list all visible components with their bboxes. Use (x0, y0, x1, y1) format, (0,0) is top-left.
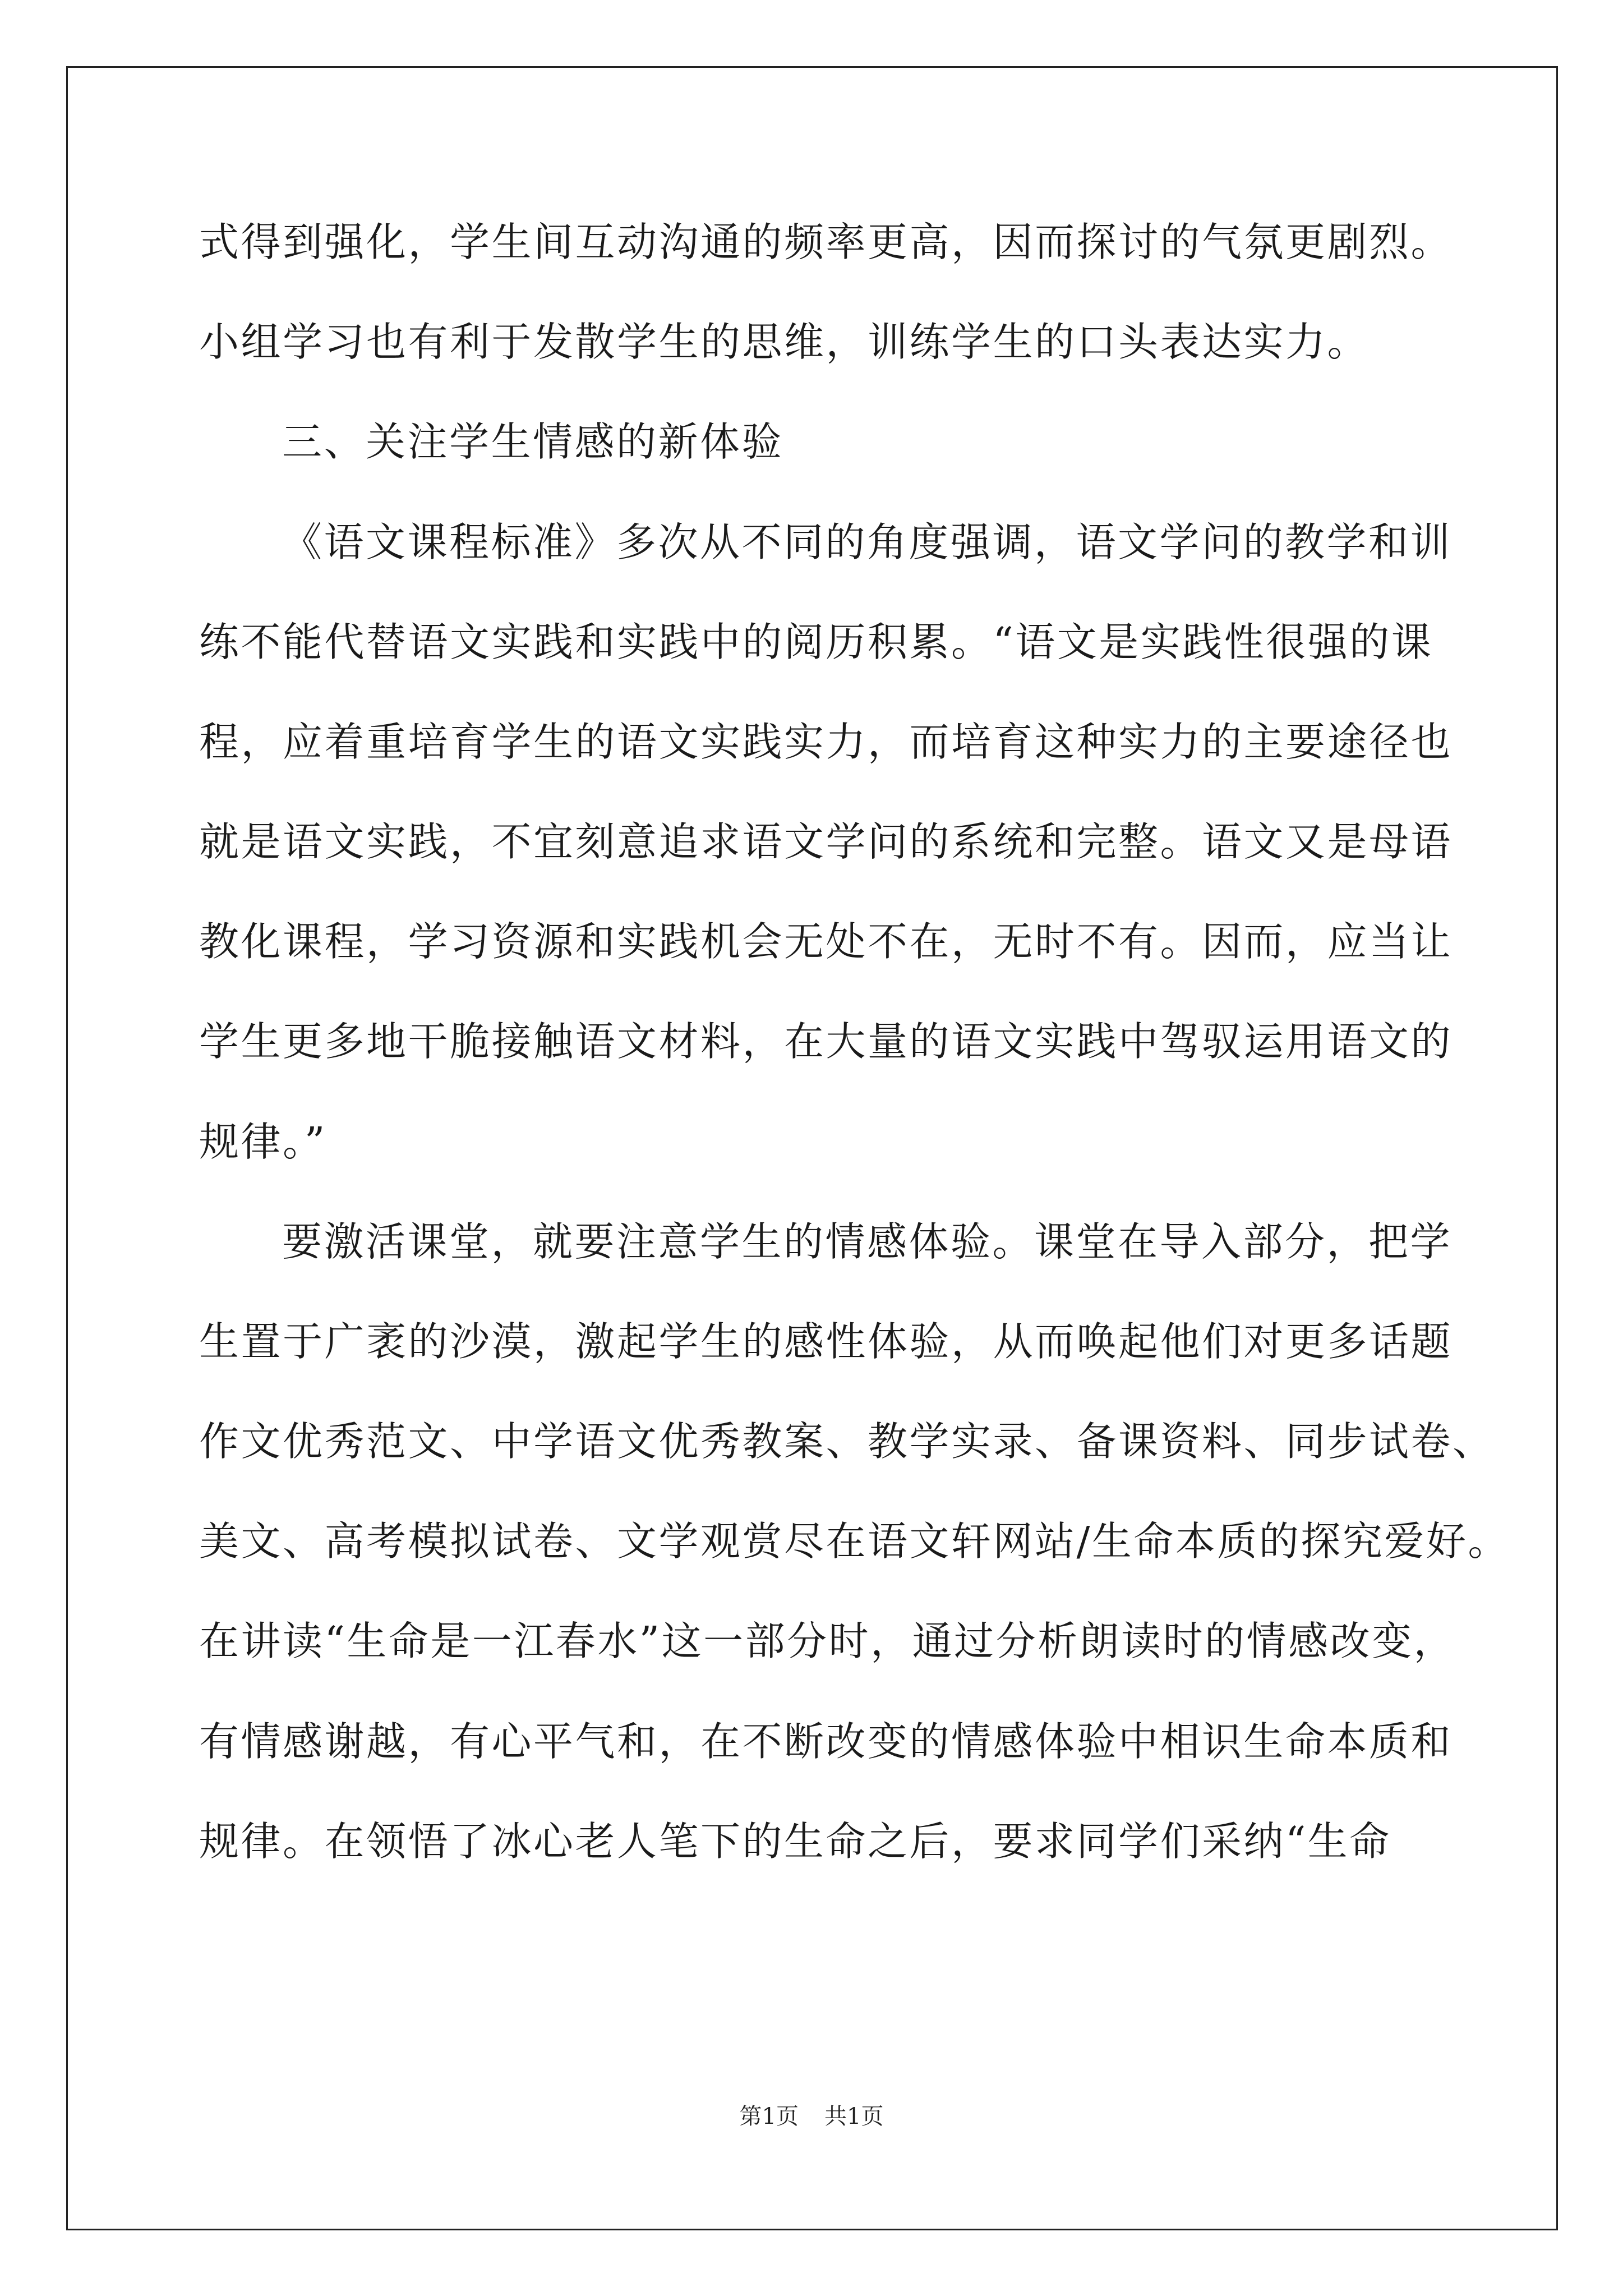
text-line: 在讲读“生命是一江春水”这一部分时，通过分析朗读时的情感改变， (199, 1618, 1456, 1664)
text-line: 作文优秀范文、中学语文优秀教案、教学实录、备课资料、同步试卷、 (199, 1418, 1495, 1465)
text-line: 小组学习也有利于发散学生的思维，训练学生的口头表达实力。 (199, 319, 1370, 365)
text-line: 规律。在领悟了冰心老人笔下的生命之后，要求同学们采纳“生命 (199, 1818, 1391, 1865)
text-line: 《语文课程标准》多次从不同的角度强调，语文学问的教学和训 (282, 519, 1453, 565)
page-total: 共1页 (824, 2104, 884, 2129)
text-line: 生置于广袤的沙漠，激起学生的感性体验，从而唤起他们对更多话题 (199, 1318, 1453, 1365)
section-heading: 三、关注学生情感的新体验 (282, 418, 784, 465)
text-line: 要激活课堂，就要注意学生的情感体验。课堂在导入部分，把学 (282, 1218, 1453, 1265)
text-line: 练不能代替语文实践和实践中的阅历积累。“语文是实践性很强的课 (199, 619, 1433, 665)
text-line: 就是语文实践，不宜刻意追求语文学问的系统和完整。语文又是母语 (199, 818, 1453, 865)
text-line: 学生更多地干脆接触语文材料，在大量的语文实践中驾驭运用语文的 (199, 1018, 1453, 1065)
page-number: 第1页 (739, 2104, 799, 2129)
text-line: 式得到强化，学生间互动沟通的频率更高，因而探讨的气氛更剧烈。 (199, 219, 1453, 265)
text-line: 有情感谢越，有心平气和，在不断改变的情感体验中相识生命本质和 (199, 1718, 1453, 1765)
text-line: 教化课程，学习资源和实践机会无处不在，无时不有。因而，应当让 (199, 918, 1453, 965)
text-line: 美文、高考模拟试卷、文学观赏尽在语文轩网站/生命本质的探究爱好。 (199, 1518, 1510, 1565)
text-line: 程，应着重培育学生的语文实践实力，而培育这种实力的主要途径也 (199, 719, 1453, 765)
text-line: 规律。” (199, 1119, 327, 1165)
page-footer (0, 2101, 1623, 2132)
